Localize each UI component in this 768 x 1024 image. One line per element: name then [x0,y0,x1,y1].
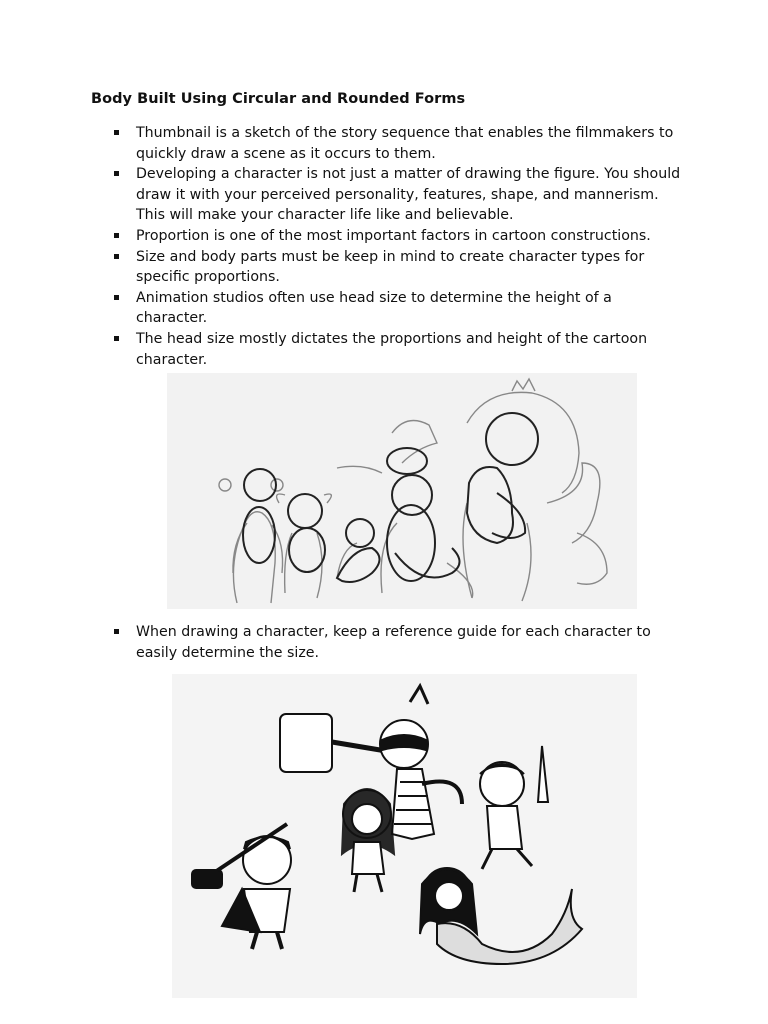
section-heading: Body Built Using Circular and Rounded Forms [91,91,466,107]
bullet-item: The head size mostly dictates the proportions and height of the cartoon character. [114,329,684,370]
bullet-item: Developing a character is not just a matter of drawing the figure. You should draw it with your perceived personality, features, shape, and mannerism. This will make your character life like and believable. [114,164,684,226]
bullet-item: Animation studios often use head size to determine the height of a character. [114,288,684,329]
construction-sketch [167,373,637,609]
character-group-illustration [172,674,637,998]
character-reference-figure [172,674,637,998]
bullet-item: Proportion is one of the most important factors in cartoon constructions. [114,226,684,247]
bullet-item: When drawing a character, keep a reference guide for each character to easily determine the size. [114,622,684,663]
bullet-list [114,123,684,370]
character-construction-figure [167,373,637,609]
bullet-list-secondary [114,622,684,663]
bullet-item: Thumbnail is a sketch of the story sequence that enables the filmmakers to quickly draw a scene as it occurs to them. [114,123,684,164]
bullet-item: Size and body parts must be keep in mind to create character types for specific proportions. [114,247,684,288]
